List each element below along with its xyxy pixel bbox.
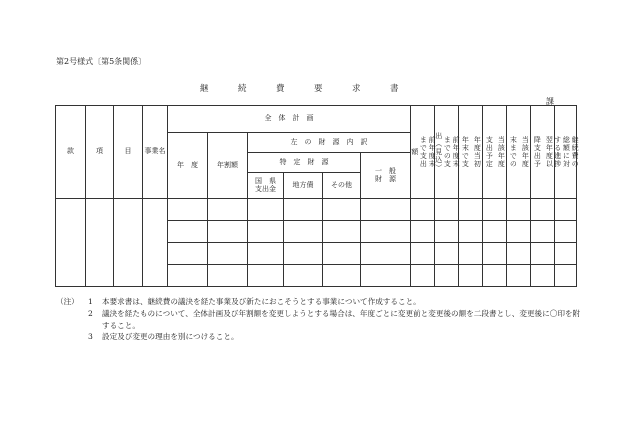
header-jigyou: 事業名	[143, 106, 168, 199]
cell	[284, 221, 323, 243]
header-text: 年度当初	[473, 136, 482, 168]
note-number: 1	[88, 297, 93, 306]
header-chihousai: 地方債	[284, 173, 323, 199]
header-text: 前年度末	[452, 136, 461, 168]
header-kan: 款	[56, 106, 86, 199]
cell	[168, 265, 208, 287]
cell	[435, 265, 459, 287]
department-suffix: 課	[546, 97, 554, 106]
cell	[248, 221, 284, 243]
note-item	[56, 308, 586, 332]
notes-heading: （注）	[56, 297, 79, 306]
cell	[411, 221, 435, 243]
cell	[411, 243, 435, 265]
cell	[323, 265, 361, 287]
cell	[168, 199, 208, 221]
header-text: 総額に対	[562, 136, 571, 168]
cell	[435, 243, 459, 265]
cell	[86, 199, 114, 287]
cell	[459, 221, 483, 243]
header-kou: 項	[86, 106, 114, 199]
cell	[361, 265, 411, 287]
cell	[284, 265, 323, 287]
cell	[411, 265, 435, 287]
header-text: 降支出予	[533, 136, 542, 168]
title-char: 要	[314, 84, 323, 94]
cell	[284, 199, 323, 221]
cell	[507, 221, 531, 243]
cell	[323, 199, 361, 221]
header-text: まで支出	[419, 136, 428, 168]
title-char: 継	[200, 84, 209, 94]
header-text: 前年度末	[428, 136, 437, 168]
cell	[555, 221, 577, 243]
note-item	[56, 331, 586, 343]
header-col-e	[507, 106, 531, 199]
title-char: 続	[238, 84, 247, 94]
header-nendo: 年 度	[168, 133, 208, 199]
note-spacer	[56, 331, 88, 343]
note-number: 2	[88, 308, 93, 318]
header-nenwari: 年割額	[208, 133, 248, 199]
header-zentai-keikaku: 全 体 計 画	[168, 106, 411, 133]
header-col-a	[411, 106, 435, 199]
header-text: 出（見込）	[434, 132, 443, 172]
cell	[555, 265, 577, 287]
cell	[248, 243, 284, 265]
header-text: 支出予定	[485, 136, 494, 168]
note-spacer	[56, 308, 88, 332]
header-col-f	[531, 106, 555, 199]
note-text: 議決を経たものについて、全体計画及び年割額を変更しようとする場合は、年度ごとに変更前と変更後の額を二段書とし、変更後に〇印を附すること。	[102, 308, 581, 330]
header-col-b	[435, 106, 459, 199]
header-col-c	[459, 106, 483, 199]
header-kokuken: 国 県 支出金	[248, 173, 284, 199]
cell	[361, 243, 411, 265]
cell	[114, 199, 143, 287]
header-sonota: その他	[323, 173, 361, 199]
header-text: までの支	[443, 136, 452, 168]
cell	[435, 199, 459, 221]
header-text: 当該年度	[497, 136, 506, 168]
header-text: 額	[410, 148, 419, 156]
cell	[483, 265, 507, 287]
header-text: 翌年度以	[545, 136, 554, 168]
cell	[531, 221, 555, 243]
cell	[361, 199, 411, 221]
title-char: 費	[276, 84, 285, 94]
cell	[459, 199, 483, 221]
header-tokutei-zaigen: 特 定 財 源	[248, 153, 361, 173]
header-text: 当該年度	[521, 136, 530, 168]
cell	[459, 265, 483, 287]
cell	[507, 243, 531, 265]
form-number-label: 第2号様式〔第5条関係〕	[56, 57, 147, 66]
cell	[531, 199, 555, 221]
note-number: 3	[88, 332, 93, 342]
cell	[483, 221, 507, 243]
header-text: する進捗	[553, 136, 562, 168]
header-zaigen-naiyaku: 左 の 財 源 内 訳	[248, 133, 411, 153]
cell	[323, 221, 361, 243]
cell	[411, 199, 435, 221]
cell	[507, 265, 531, 287]
cell	[168, 221, 208, 243]
header-text: 末までの	[509, 136, 518, 168]
cell	[248, 265, 284, 287]
cell	[435, 221, 459, 243]
cell	[284, 243, 323, 265]
note-text: 本要求書は、継続費の議決を経た事業及び新たにおこそうとする事業について作成すること。	[102, 297, 421, 306]
header-text: 継続費の	[571, 136, 580, 168]
header-col-g	[553, 106, 580, 199]
cell	[208, 199, 248, 221]
note-item	[56, 296, 586, 308]
cell	[483, 199, 507, 221]
table-row	[56, 199, 577, 221]
cell	[208, 221, 248, 243]
cell	[56, 199, 86, 287]
header-text: 年末で支	[461, 136, 470, 168]
note-text: 設定及び変更の理由を別につけること。	[102, 332, 239, 342]
cell	[208, 243, 248, 265]
cell	[531, 265, 555, 287]
header-moku: 目	[114, 106, 143, 199]
cell	[459, 243, 483, 265]
header-ippan-zaigen: 一 般 財 源	[361, 153, 411, 199]
cell	[143, 199, 168, 287]
title-char: 求	[352, 84, 361, 94]
cell	[507, 199, 531, 221]
cell	[531, 243, 555, 265]
cell	[248, 199, 284, 221]
notes-section	[56, 296, 586, 343]
cell	[323, 243, 361, 265]
cell	[555, 243, 577, 265]
cell	[361, 221, 411, 243]
cell	[483, 243, 507, 265]
cell	[168, 243, 208, 265]
title-char: 書	[390, 84, 399, 94]
budget-request-table	[55, 105, 580, 287]
cell	[555, 199, 577, 221]
header-col-d	[483, 106, 507, 199]
cell	[208, 265, 248, 287]
